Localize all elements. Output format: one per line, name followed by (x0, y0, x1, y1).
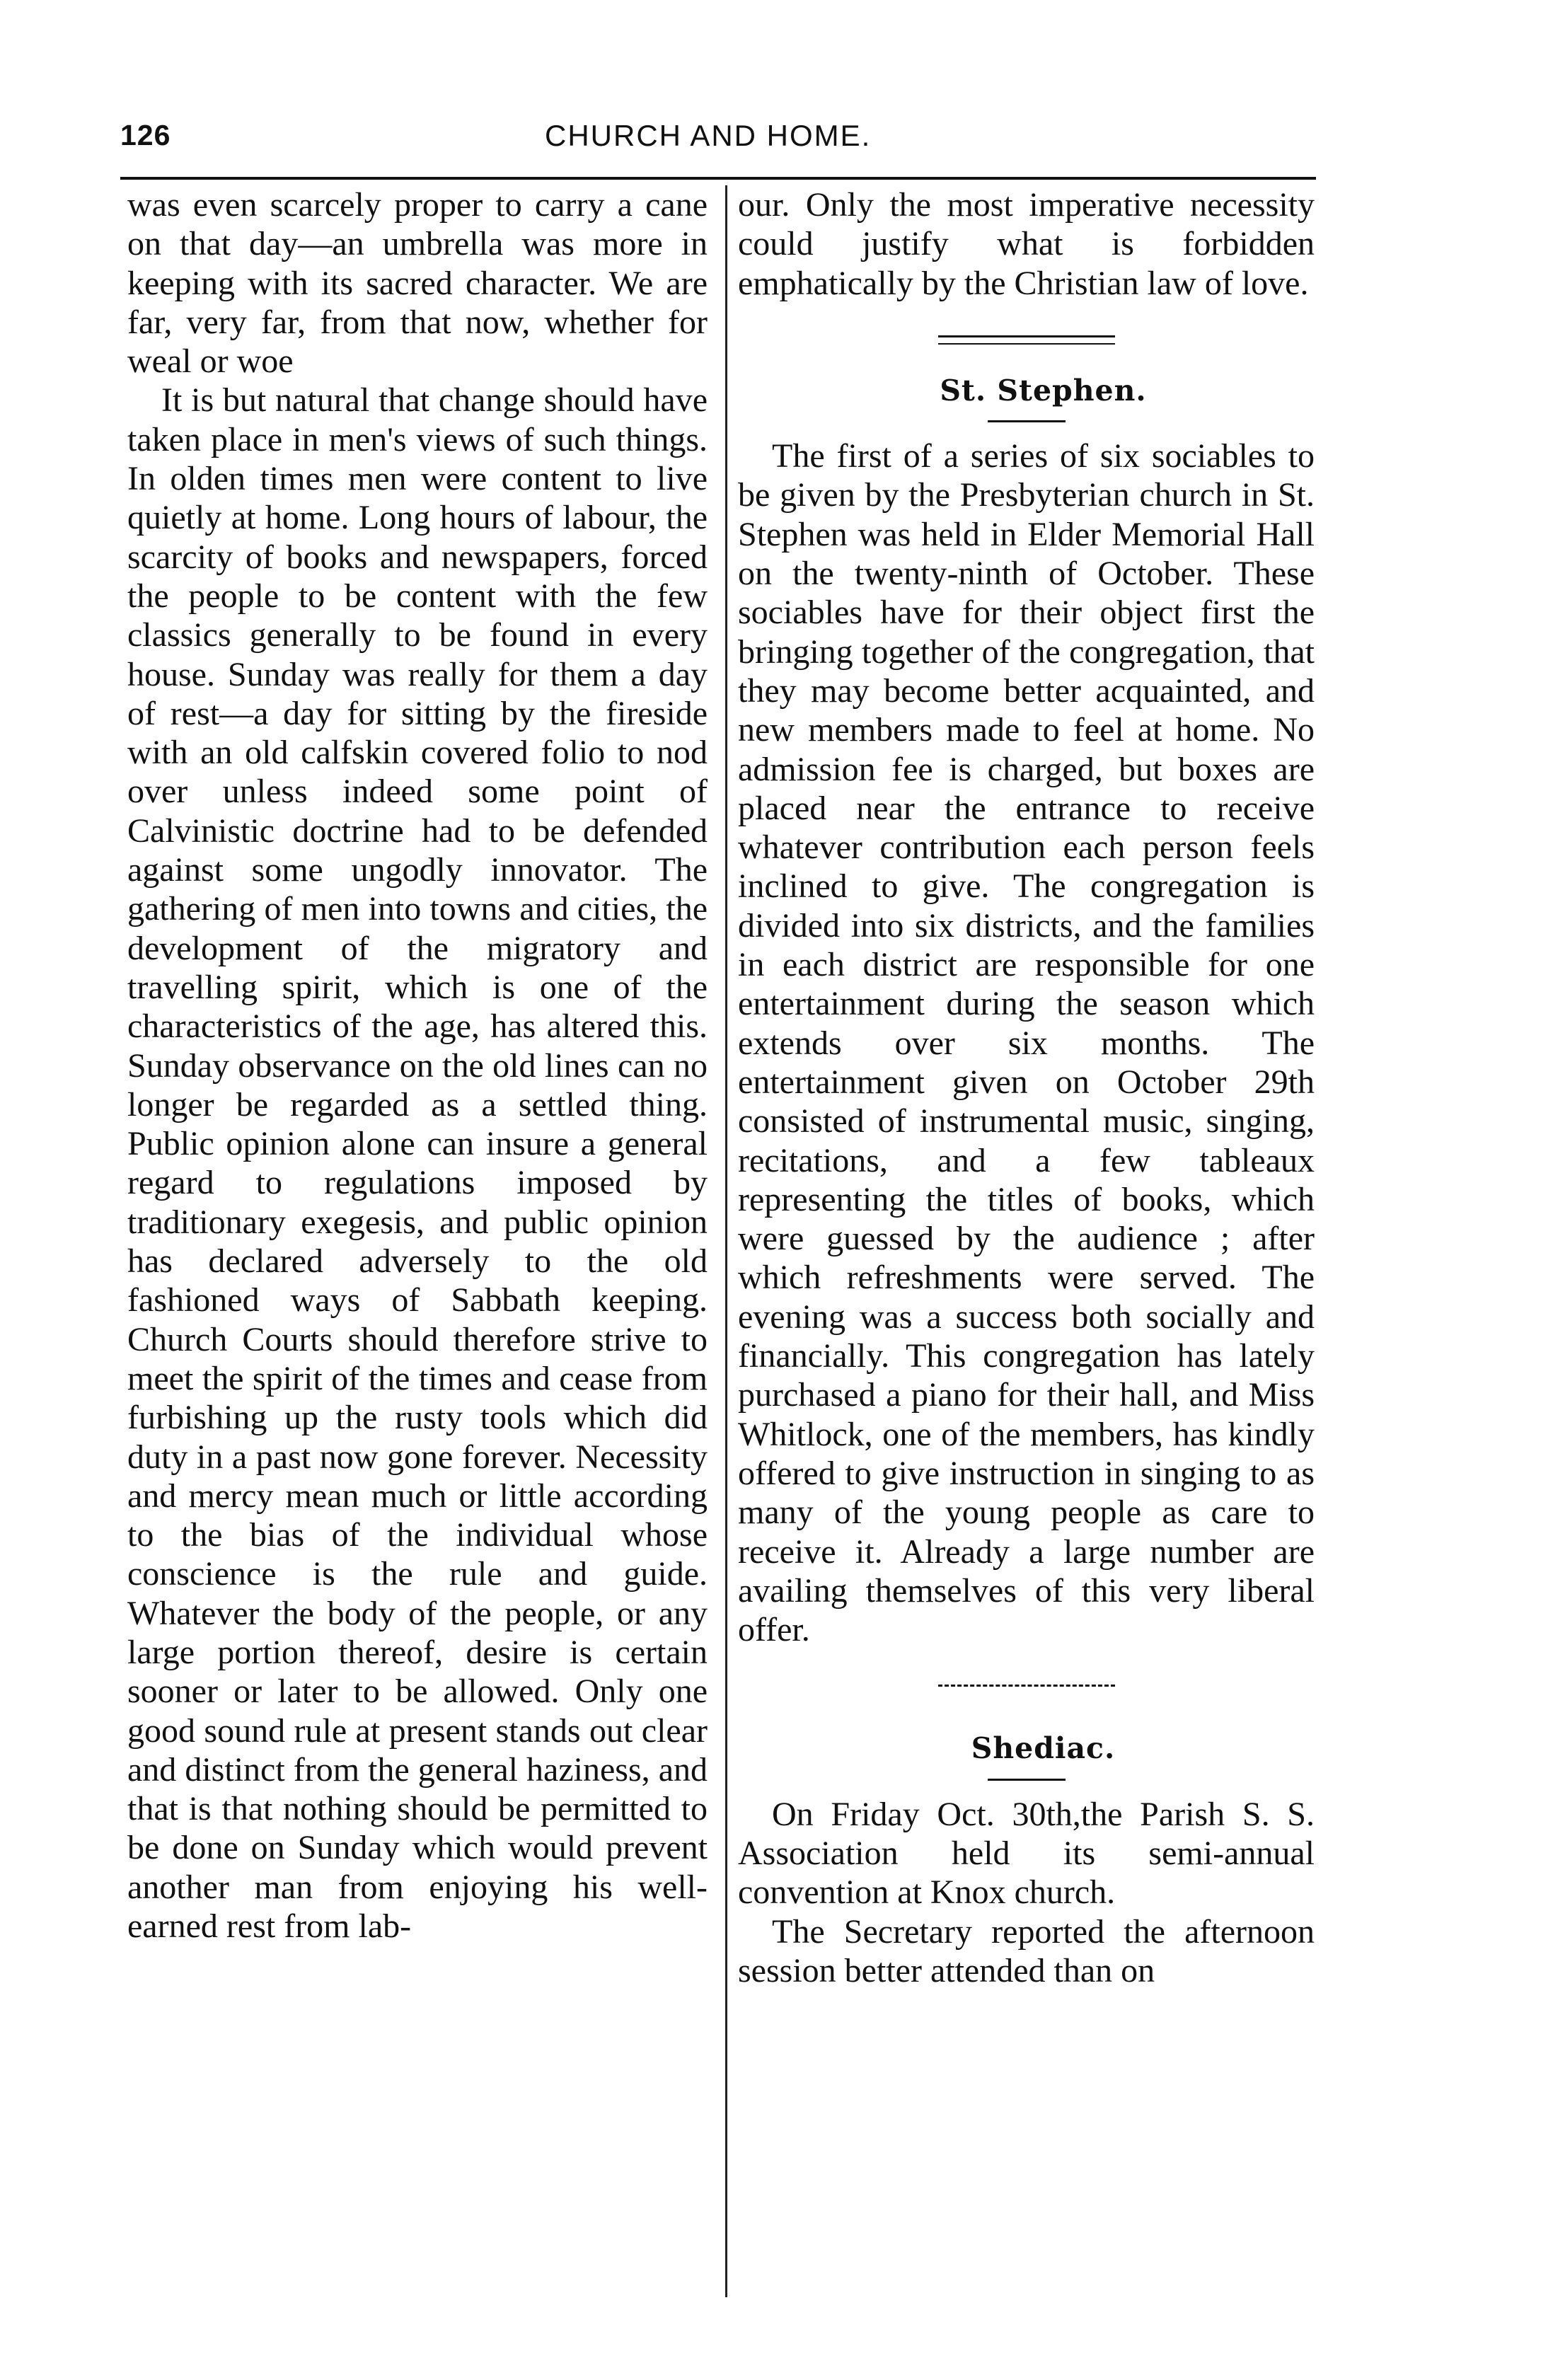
left-paragraph-continuation: was even scarcely proper to carry a cane on that day—an umbrella was more in keeping with its sacred character. We are far, very far, from that now, whether for weal or woe (127, 186, 708, 381)
shediac-paragraph-secretary: The Secretary reported the afternoon session better attended than on (738, 1912, 1315, 1989)
running-head: CHURCH AND HOME. (545, 119, 872, 152)
right-column (738, 185, 1315, 1990)
section-separator-rule (938, 335, 1115, 345)
column-divider (725, 185, 727, 2297)
page-number: 126 (120, 119, 171, 151)
left-column (127, 185, 708, 1946)
shediac-paragraph-convention: On Friday Oct. 30th,the Parish S. S. Association held its semi-annual convention at Knox church. (738, 1795, 1315, 1912)
right-paragraph-continuation: our. Only the most imperative necessity could justify what is forbidden emphatically by the Christian law of love. (738, 186, 1315, 302)
left-paragraph-sunday: It is but natural that change should have taken place in men's views of such things. In olden times men were content to live quietly at home. Long hours of labour, the scarcity of books and newspapers, forced the people to be content with the few classics generally to be found in every house. Sunday was really for them a day of rest—a day for sitting by the fireside with an old calfskin covered folio to nod over unless indeed some point of Calvinistic doctrine had to be defended against some ungodly innovator. The gathering of men into towns and cities, the development of the migratory and travelling spirit, which is one of the characteristics of the age, has altered this. Sunday observance on the old lines can no longer be regarded as a settled thing. Public opinion alone can insure a general regard to regulations imposed by traditionary exegesis, and public opinion has declared adversely to the old fashioned ways of Sabbath keeping. Church Courts should therefore strive to meet the spirit of the times and cease from furbishing up the rusty tools which did duty in a past now gone forever. Necessity and mercy mean much or little according to the bias of the individual whose conscience is the rule and guide. Whatever the body of the people, or any large portion thereof, desire is certain sooner or later to be allowed. Only one good sound rule at present stands out clear and distinct from the general haziness, and that is that nothing should be permitted to be done on Sunday which would prevent another man from enjoying his well-earned rest from lab- (127, 381, 708, 1946)
page-header (120, 119, 1316, 168)
st-stephen-paragraph: The first of a series of six sociables to be given by the Presbyterian church in St. Stephen was held in Elder Memorial Hall on the twenty-ninth of October. These sociables have for their object first the bringing together of the congregation, that they may become better acquainted, and new members made to feel at home. No admission fee is charged, but boxes are placed near the entrance to receive whatever contribution each person feels inclined to give. The congregation is divided into six districts, and the families in each district are responsible for one entertainment during the season which extends over six months. The entertainment given on October 29th consisted of instrumental music, singing, recitations, and a few tableaux representing the titles of books, which were guessed by the audience ; after which refreshments were served. The evening was a success both socially and financially. This congregation has lately purchased a piano for their hall, and Miss Whitlock, one of the members, has kindly offered to give instruction in singing to as many of the young people as care to receive it. Already a large number are availing themselves of this very liberal offer. (738, 437, 1315, 1649)
section-heading-shediac: Shediac. (971, 1731, 1116, 1766)
section-heading-st-stephen: St. Stephen. (940, 373, 1147, 408)
heading-underline (988, 420, 1066, 422)
heading-underline (988, 1779, 1066, 1781)
header-rule (120, 177, 1316, 180)
